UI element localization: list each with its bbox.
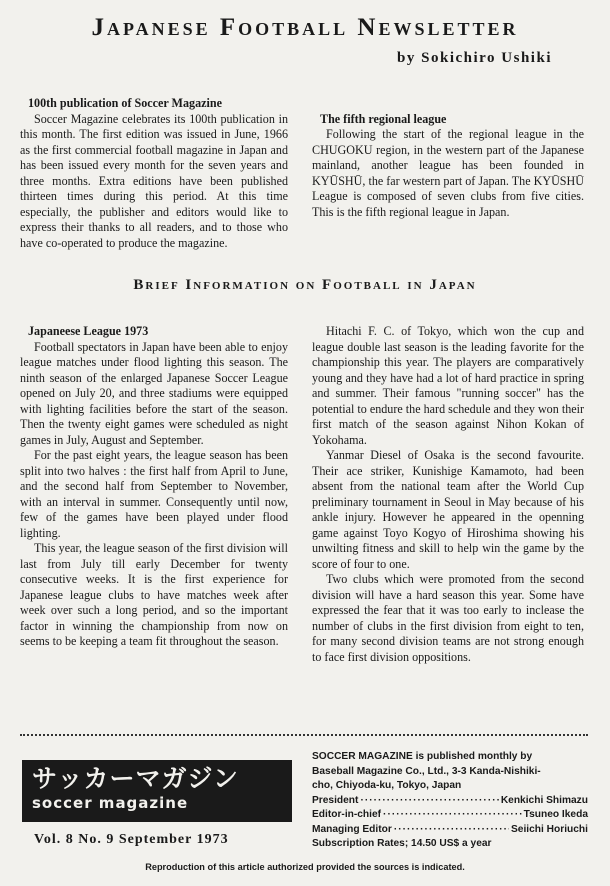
soccer-magazine-logo: [22, 760, 292, 822]
article-heading: Japaneese League 1973: [28, 324, 149, 338]
managing-editor-name: Seiichi Horiuchi: [511, 823, 588, 835]
article-paragraph: Two clubs which were promoted from the second division will have a hard season this year. Some have expressed the fear that it was too early to inclease the number of clubs in the first division from eight to ten, for many second division teams are not strong enough to face first division oppositions.: [312, 572, 584, 664]
president-row: [312, 794, 588, 809]
article-paragraph: Following the start of the regional league in the CHUGOKU region, in the western part of the Japanese mainland, another league has been founded in KYŪSHŪ, the far western part of Japan. The KYŪSHŪ League is composed of seven clubs from five cities. This is the fifth regional league in Japan.: [312, 127, 584, 219]
article-fifth-regional-league: [312, 96, 584, 220]
article-paragraph: This year, the league season of the first division will last from July till early December for twenty consecutive weeks. It is the first experience for Japanese league clubs to have matches week after week over such a long period, and so the important factor in winning the championship from now on seems to be keeping a team fit throughout the season.: [20, 541, 288, 648]
article-japanese-league-part1: [20, 324, 288, 650]
managing-editor-label: Managing Editor: [312, 823, 392, 835]
article-paragraph: For the past eight years, the league season has been split into two halves : the first half from April to June, and the second half from September to November, with an interval in summer. Consequently until now, few of the games have been played under flood lighting.: [20, 448, 288, 540]
article-paragraph: Hitachi F. C. of Tokyo, which won the cup and league double last season is the leading favorite for the championship this year. The players are comparatively young and they have had a lot of hard practice in spring and summer. Their famous "running soccer" has the potential to endure the hard schedule and they won their first match of the season against Nihon Kokan of Yokohama.: [312, 324, 584, 447]
article-100th-publication: [20, 96, 288, 251]
pubinfo-line: SOCCER MAGAZINE is published monthly by: [312, 751, 533, 762]
managing-editor-row: [312, 823, 588, 838]
byline: by Sokichiro Ushiki: [397, 50, 552, 66]
article-heading: The fifth regional league: [320, 111, 447, 126]
editor-label: Editor-in-chief: [312, 809, 382, 820]
president-label: President: [312, 794, 359, 806]
president-name: Kenkichi Shimazu: [500, 794, 588, 806]
dot-leader: [383, 808, 522, 823]
newsletter-title: Japanese Football Newsletter: [91, 14, 519, 41]
section-title: Brief Information on Football in Japan: [133, 277, 477, 293]
dot-leader: [360, 794, 498, 809]
pubinfo-line: cho, Chiyoda-ku, Tokyo, Japan: [312, 780, 462, 791]
logo-japanese-text: サッカーマガジン: [32, 764, 239, 793]
issue-info: Vol. 8 No. 9 September 1973: [34, 832, 229, 847]
dot-leader: [394, 823, 509, 838]
publication-info: [312, 750, 588, 852]
editor-row: [312, 808, 588, 823]
subscription-rates: Subscription Rates; 14.50 US$ a year: [312, 838, 492, 849]
editor-name: Tsuneo Ikeda: [523, 809, 588, 820]
article-heading: 100th publication of Soccer Magazine: [28, 96, 222, 110]
logo-english-text: soccer magazine: [32, 794, 189, 812]
article-japanese-league-part2: [312, 324, 584, 665]
pubinfo-line: Baseball Magazine Co., Ltd., 3-3 Kanda-Nishiki-: [312, 765, 541, 777]
article-paragraph: Football spectators in Japan have been able to enjoy league matches under flood lighting this season. The ninth season of the enlarged Japanese Soccer League opened on July 20, and three stadiums were equipped with lighting facilities before the start of the season. Then the twenty eight games were scheduled as night games in July, August and September.: [20, 339, 288, 447]
footer-divider: [20, 734, 588, 736]
article-paragraph: Yanmar Diesel of Osaka is the second favourite. Their ace striker, Kunishige Kamamoto, had been absent from the national team after the World Cup preliminary tournament in Seoul in May because of his ankle injury. However he appeared in the openning game against Toyo Kogyo of Hiroshima showing his unwilting fitness and skill to help win the game by the score of four to one.: [312, 448, 584, 571]
reproduction-note: Reproduction of this article authorized provided the sources is indicated.: [145, 862, 465, 872]
article-paragraph: Soccer Magazine celebrates its 100th publication in this month. The first edition was issued in June, 1966 as the first commercial football magazine in Japan and has been issued every month for the seven years and three months. Extra editions have been published thirteen times during this period. At this time especially, the publisher and editors would like to express their thanks to all readers, and to those who have co-operated to produce the magazine.: [20, 111, 288, 250]
